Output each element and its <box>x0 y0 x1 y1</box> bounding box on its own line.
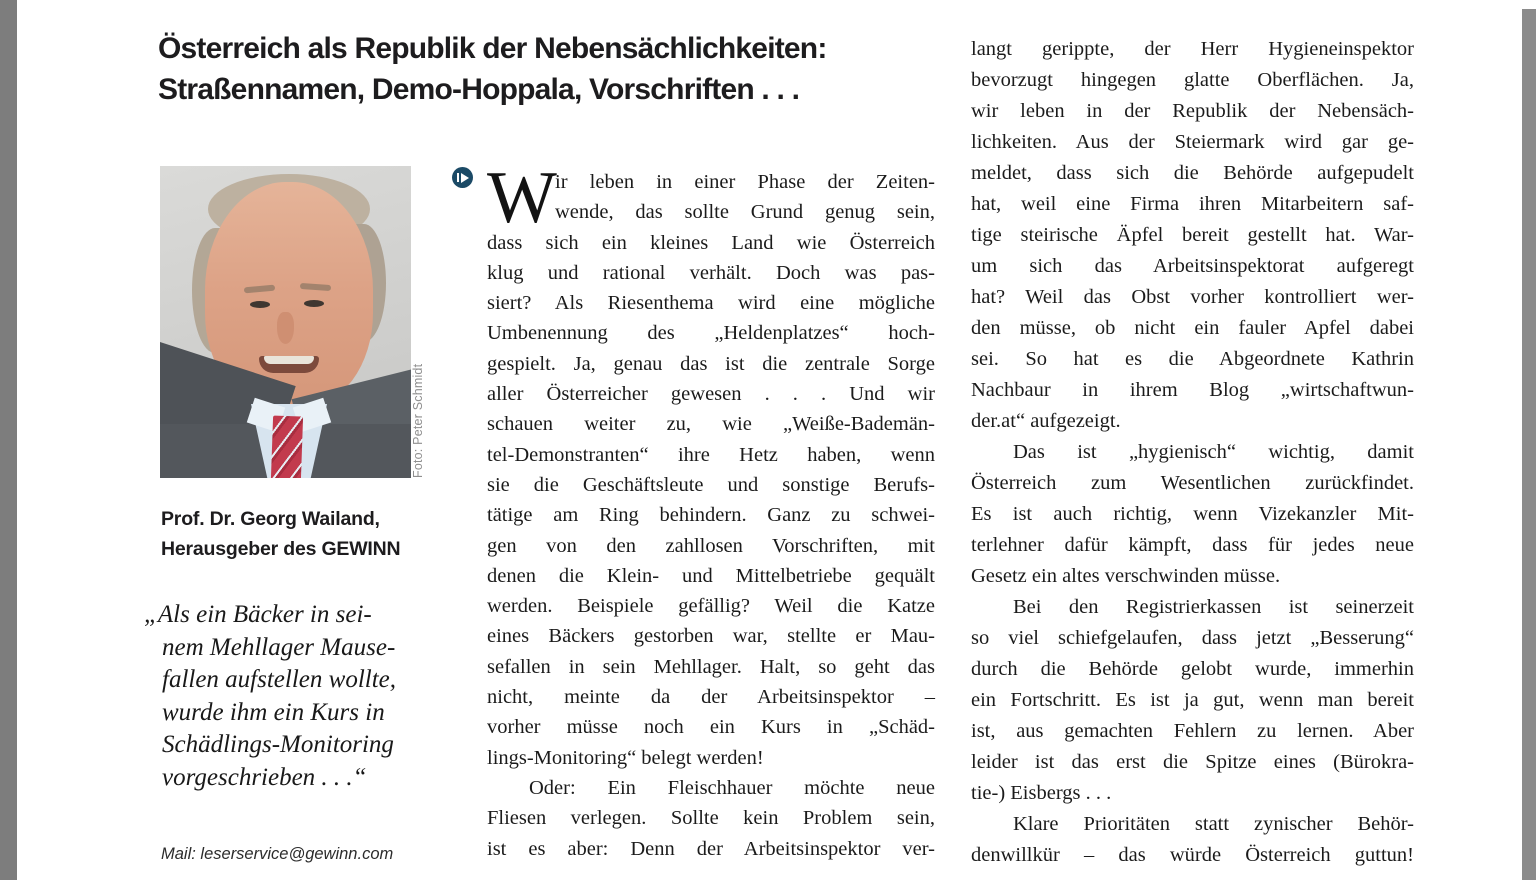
portrait-nose <box>277 312 294 344</box>
body-text-line: eines Bäckers gestorben war, stellte er Mau- <box>487 625 935 648</box>
body-text-line: meldet, dass sich die Behörde aufgepudelt <box>971 162 1414 184</box>
pull-quote-line: Schädlings-Monitoring <box>162 731 394 759</box>
body-text-line: denwillkür – das würde Österreich guttun! <box>971 844 1414 866</box>
body-text-line: terlehner dafür kämpft, dass für jedes neue <box>971 534 1414 556</box>
body-text-line: ist, aus gemachten Fehlern zu lernen. Aber <box>971 720 1414 742</box>
body-text-line: Gesetz ein altes verschwinden müsse. <box>971 565 1281 587</box>
article-column-2 <box>971 34 1414 871</box>
pull-quote-line: fallen aufstellen wollte, <box>162 666 396 694</box>
drop-cap: W <box>487 157 557 239</box>
body-text-line: Fliesen verlegen. Sollte kein Problem sein, <box>487 807 935 830</box>
headline-line-1: Österreich als Republik der Nebensächlichkeiten: <box>158 32 827 65</box>
body-text-line: lings-Monitoring“ belegt werden! <box>487 746 764 769</box>
body-text-line: nicht, meinte da der Arbeitsinspektor – <box>487 686 935 709</box>
author-name: Prof. Dr. Georg Wailand, <box>161 508 380 530</box>
body-text-line: bevorzugt hingegen glatte Oberflächen. Ja, <box>971 69 1414 91</box>
body-text-line: aller Österreicher gewesen . . . Und wir <box>487 383 935 406</box>
author-photo <box>160 166 411 478</box>
body-text-line: Es ist auch richtig, wenn Vizekanzler Mit- <box>971 503 1414 525</box>
body-text-line: Oder: Ein Fleischhauer möchte neue <box>529 776 935 799</box>
body-text-line: so viel schiefgelaufen, dass jetzt „Besserung“ <box>971 627 1414 649</box>
portrait-tie <box>271 415 303 478</box>
pull-quote-line: wurde ihm ein Kurs in <box>162 698 385 726</box>
body-text-line: denen die Klein- und Mittelbetriebe gequält <box>487 564 935 587</box>
headline-line-2: Straßennamen, Demo-Hoppala, Vorschriften . . . <box>158 73 800 106</box>
portrait-eye <box>250 301 270 308</box>
body-text-line: ir leben in einer Phase der Zeiten- <box>555 171 935 193</box>
body-text-line: Umbenennung des „Heldenplatzes“ hoch- <box>487 322 935 345</box>
body-text-line: ein Fortschritt. Es ist ja gut, wenn man bereit <box>971 689 1414 711</box>
body-text-line: leider ist das erst die Spitze eines (Bürokra- <box>971 751 1414 773</box>
body-text-line: gespielt. Ja, genau das ist die zentrale Sorge <box>487 352 935 375</box>
body-text-line: lichkeiten. Aus der Steiermark wird gar ge- <box>971 131 1414 153</box>
page-edge-right-bar <box>1522 9 1536 880</box>
body-text-line: werden. Beispiele gefällig? Weil die Katze <box>487 595 935 618</box>
body-text-line: den müsse, ob nicht ein fauler Apfel dabei <box>971 317 1414 339</box>
body-text-line: hat, weil eine Firma ihren Mitarbeitern saf- <box>971 193 1414 215</box>
body-text-line: Das ist „hygienisch“ wichtig, damit <box>1013 441 1414 463</box>
article-headline <box>158 28 978 110</box>
body-text-line: ist es aber: Denn der Arbeitsinspektor ver- <box>487 837 935 860</box>
pull-quote-line: nem Mehllager Mause- <box>162 633 396 661</box>
body-text-line: vorher müsse noch ein Kurs in „Schäd- <box>487 716 935 739</box>
body-text-line: sie die Geschäftsleute und sonstige Berufs- <box>487 473 935 496</box>
article-column-1 <box>487 157 935 864</box>
body-text-line: tätige am Ring behindern. Ganz zu schwei- <box>487 504 935 527</box>
body-text-line: sefallen in sein Mehllager. Halt, so geht das <box>487 655 935 678</box>
play-icon-bar <box>457 173 459 182</box>
body-text-line: Österreich zum Wesentlichen zurückfindet. <box>971 472 1414 494</box>
body-text-line: Bei den Registrierkassen ist seinerzeit <box>1013 596 1414 618</box>
body-text-line: tie-) Eisbergs . . . <box>971 782 1112 804</box>
body-text-line: tel-Demonstranten“ ihre Hetz haben, wenn <box>487 443 935 466</box>
portrait-eye <box>304 300 324 307</box>
body-text-line: durch die Behörde gelobt wurde, immerhin <box>971 658 1414 680</box>
body-text-line: dass sich ein kleines Land wie Österreich <box>487 231 935 254</box>
pull-quote <box>144 599 459 795</box>
body-text-line: wende, das sollte Grund genug sein, <box>555 201 935 224</box>
play-icon <box>452 167 473 188</box>
body-text-line: schauen weiter zu, wie „Weiße-Bademän- <box>487 413 935 436</box>
body-text-line: der.at“ aufgezeigt. <box>971 410 1121 432</box>
body-text-line: klug und rational verhält. Doch was pas- <box>487 261 935 284</box>
contact-mail: Mail: leserservice@gewinn.com <box>161 845 394 863</box>
body-text-line: langt gerippte, der Herr Hygieneinspektor <box>971 38 1414 60</box>
author-caption <box>161 504 400 564</box>
body-text-line: wir leben in der Republik der Nebensäch- <box>971 100 1414 122</box>
page-edge-left-bar <box>0 0 17 880</box>
portrait-teeth <box>264 356 314 364</box>
body-text-line: um sich das Arbeitsinspektorat aufgeregt <box>971 255 1414 277</box>
body-text-line: Nachbaur in ihrem Blog „wirtschaftwun- <box>971 379 1414 401</box>
body-text-line: Klare Prioritäten statt zynischer Behör- <box>1013 813 1414 835</box>
body-text-line: tige steirische Äpfel bereit gestellt hat. War- <box>971 224 1414 246</box>
body-text-line: siert? Als Riesenthema wird eine mögliche <box>487 292 935 315</box>
play-icon-triangle <box>461 173 469 183</box>
pull-quote-line: „Als ein Bäcker in sei- <box>144 601 372 628</box>
pull-quote-line: vorgeschrieben . . .“ <box>162 763 367 791</box>
author-title: Herausgeber des GEWINN <box>161 538 401 560</box>
body-text-line: sei. So hat es die Abgeordnete Kathrin <box>971 348 1414 370</box>
body-text-line: hat? Weil das Obst vorher kontrolliert wer- <box>971 286 1414 308</box>
body-text-line: gen von den zahllosen Vorschriften, mit <box>487 534 935 557</box>
photo-credit: Foto: Peter Schmidt <box>411 363 425 478</box>
